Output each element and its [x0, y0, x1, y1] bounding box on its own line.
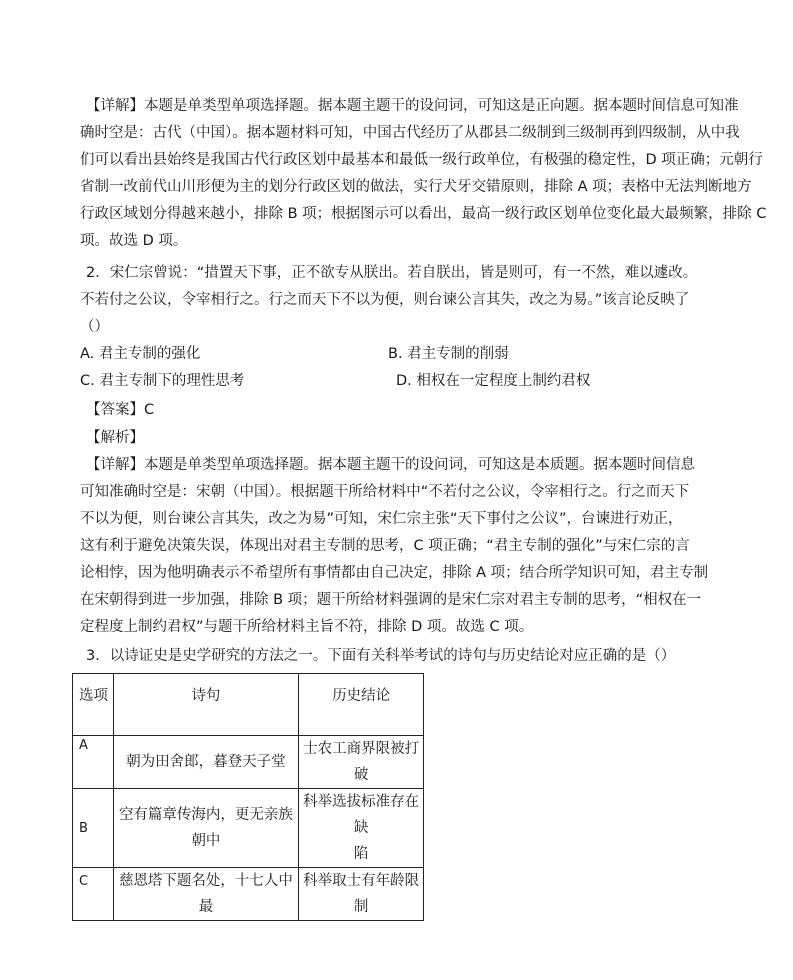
q2-stem-line: 2．宋仁宗曾说：“措置天下事，正不欲专从朕出。若自朕出，皆是则可，有一不然，难以遽改。 [86, 265, 698, 281]
q2-analysis-line: 论相悖，因为他明确表示不希望所有事情都由自己决定，排除 A 项；结合所学知识可知，君主专制 [80, 565, 709, 581]
row-conclusion [299, 736, 424, 789]
q2-stem-line: （） [80, 319, 109, 335]
row-conclusion-line: 科举选拔标准存在缺 [303, 794, 420, 836]
q2-analysis-line: 定程度上制约君权”与题干所给材料主旨不符，排除 D 项。故选 C 项。 [80, 619, 534, 635]
q2-analysis-line: 可知准确时空是：宋朝（中国）。根据题干所给材料中“不若付之公议，令宰相行之。行之而天下 [80, 484, 690, 500]
q2-stem-line: 不若付之公议，令宰相行之。行之而天下不以为便，则台谏公言其失，改之为易。”该言论反映了 [80, 292, 690, 308]
row-option: C [73, 868, 114, 921]
row-conclusion [299, 789, 424, 868]
row-conclusion-line: 科举取士有年龄限制 [303, 873, 420, 915]
q1-analysis-line: 项。故选 D 项。 [80, 233, 188, 249]
table-row [73, 789, 424, 868]
row-conclusion-line: 陷 [353, 846, 369, 862]
q2-option-d: D. 相权在一定程度上制约君权 [396, 373, 591, 389]
row-conclusion-line: 士农工商界限被打破 [303, 741, 420, 783]
row-conclusion [299, 868, 424, 921]
q2-analysis-line: 这有利于避免决策失误，体现出对君主专制的思考，C 项正确；“君主专制的强化”与宋仁宗的言 [80, 538, 690, 554]
row-option: A [73, 736, 114, 789]
row-poem-line: 慈恩塔下题名处，十七人中最 [118, 873, 293, 915]
q2-analysis-title: 【解析】 [86, 430, 144, 446]
row-poem-line: 空有篇章传海内，更无亲族 [118, 807, 293, 823]
header-conclusion: 历史结论 [299, 674, 424, 736]
table-header-row [73, 674, 424, 736]
table-row [73, 868, 424, 921]
q2-option-c: C. 君主专制下的理性思考 [80, 373, 245, 389]
q1-analysis-line: 【详解】本题是单类型单项选择题。据本题主题干的设问词，可知这是正向题。据本题时间信息可知准 [86, 98, 739, 114]
row-option: B [73, 789, 114, 868]
row-poem [113, 736, 299, 789]
table-row [73, 736, 424, 789]
row-poem-line: 朝中 [191, 833, 221, 849]
header-option: 选项 [73, 674, 114, 736]
q3-stem: 3．以诗证史是史学研究的方法之一。下面有关科举考试的诗句与历史结论对应正确的是（） [86, 648, 676, 664]
q2-analysis-line: 不以为便，则台谏公言其失，改之为易”可知，宋仁宗主张“天下事付之公议”，台谏进行劝正， [80, 511, 683, 527]
row-poem [113, 868, 299, 921]
q2-option-b: B. 君主专制的削弱 [388, 346, 509, 362]
q2-option-a: A. 君主专制的强化 [80, 346, 201, 362]
q3-table [72, 673, 424, 921]
q1-analysis-line: 省制一改前代山川形便为主的划分行政区划的做法，实行犬牙交错原则，排除 A 项；表格中无法判断地方 [80, 179, 752, 195]
q1-analysis-line: 确时空是：古代（中国）。据本题材料可知，中国古代经历了从郡县二级制到三级制再到四级制，从中我 [80, 125, 740, 141]
row-poem-line: 朝为田舍郎，暮登天子堂 [126, 754, 286, 770]
q1-analysis-line: 们可以看出县始终是我国古代行政区划中最基本和最低一级行政单位，有极强的稳定性，D 项正确；元朝行 [80, 152, 763, 168]
header-poem: 诗句 [113, 674, 299, 736]
q1-analysis-line: 行政区域划分得越来越小，排除 B 项；根据图示可以看出，最高一级行政区划单位变化最大最频繁，排除 C [80, 206, 767, 222]
q2-analysis-line: 【详解】本题是单类型单项选择题。据本题主题干的设问词，可知这是本质题。据本题时间信息 [86, 457, 695, 473]
row-poem [113, 789, 299, 868]
q2-analysis-line: 在宋朝得到进一步加强，排除 B 项；题干所给材料强调的是宋仁宗对君主专制的思考，“相权在一 [80, 592, 702, 608]
q2-answer: 【答案】C [86, 402, 155, 418]
